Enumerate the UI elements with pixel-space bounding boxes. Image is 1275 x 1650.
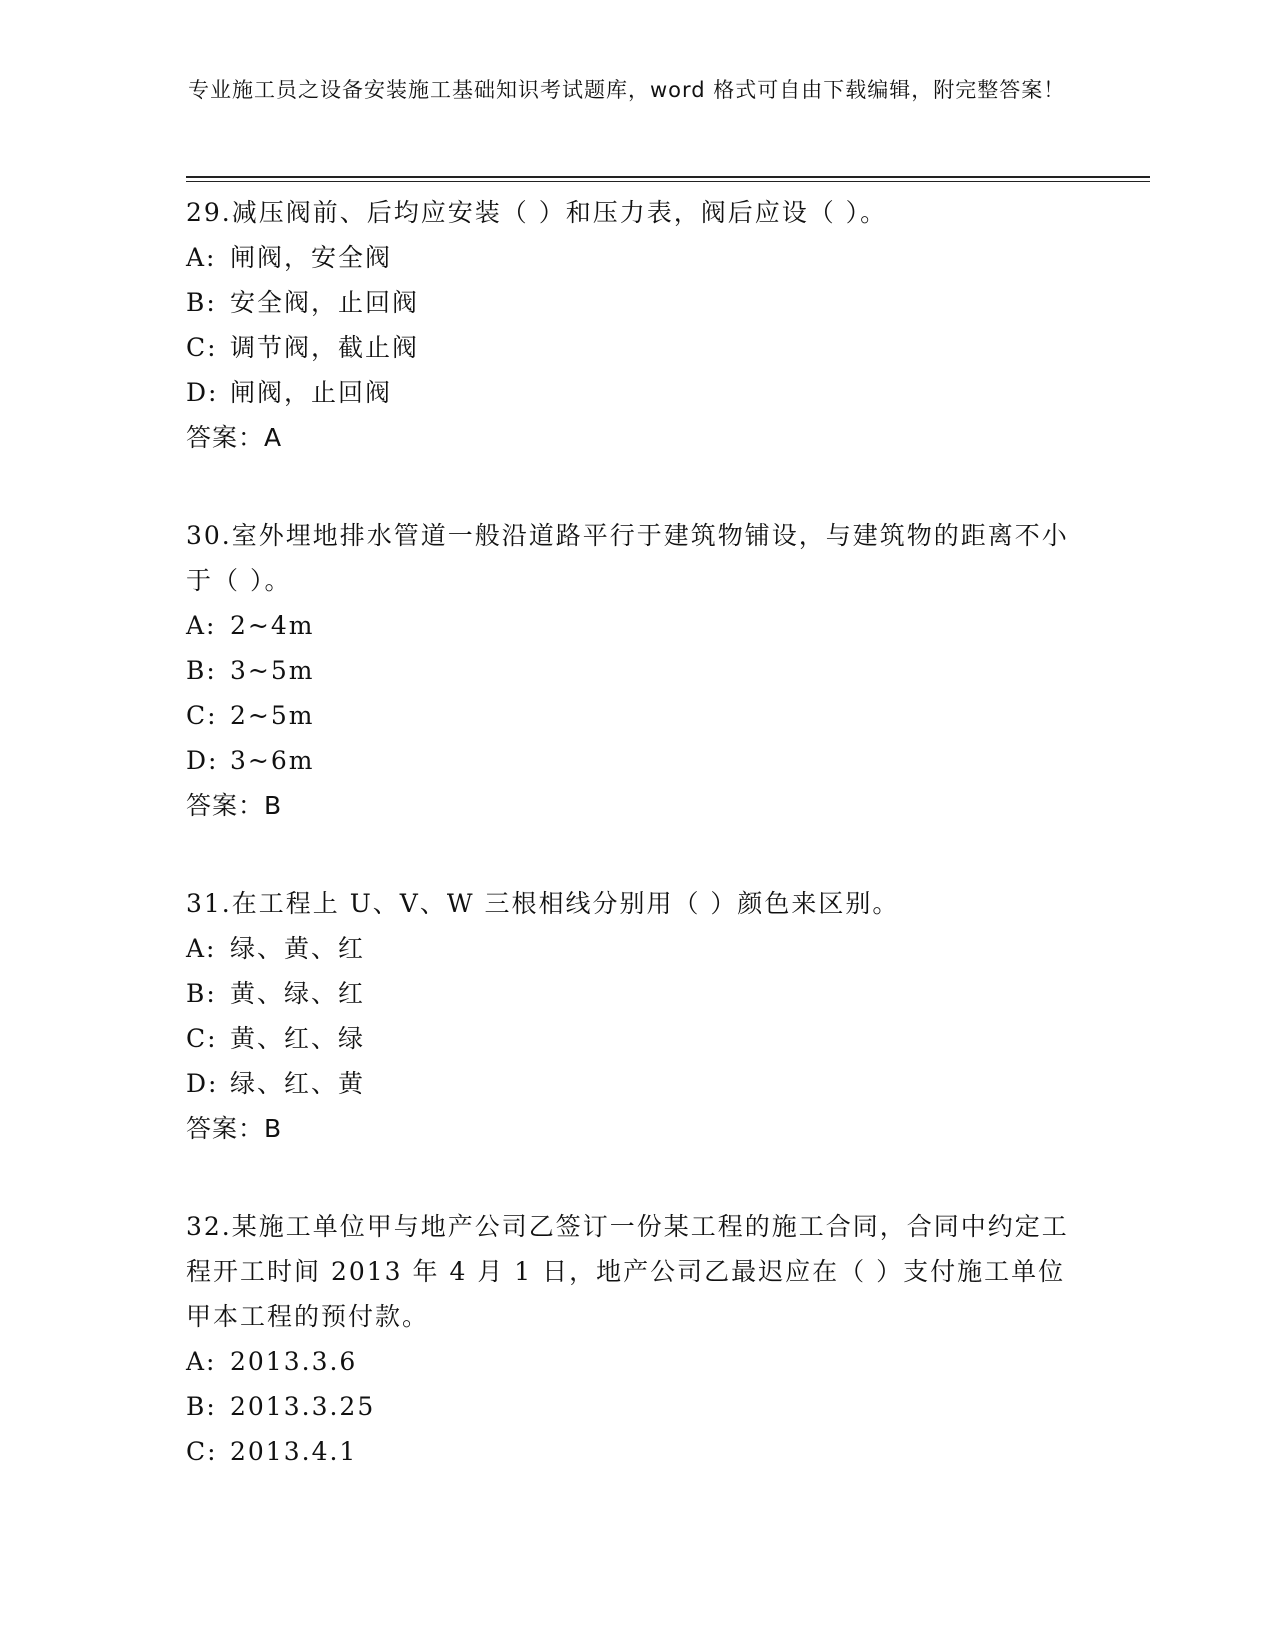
option-key: A: xyxy=(186,611,217,640)
option-c xyxy=(186,1429,1086,1474)
option-text: 2013.3.6 xyxy=(230,1347,358,1376)
option-b xyxy=(186,1384,1086,1429)
option-text: 调节阀，截止阀 xyxy=(230,333,420,362)
option-key: A: xyxy=(186,934,217,963)
option-key: D: xyxy=(186,1069,219,1098)
option-d xyxy=(186,1061,1086,1106)
option-key: D: xyxy=(186,378,219,407)
option-text: 闸阀，止回阀 xyxy=(230,378,393,407)
option-b xyxy=(186,648,1086,693)
option-key: C: xyxy=(186,1437,218,1466)
option-text: 2013.4.1 xyxy=(230,1437,358,1466)
option-text: 2~5m xyxy=(230,701,315,730)
option-d xyxy=(186,370,1086,415)
answer-line: 答案：B xyxy=(186,791,283,820)
question-29 xyxy=(186,190,1086,460)
option-text: 绿、红、黄 xyxy=(230,1069,366,1098)
option-text: 2~4m xyxy=(230,611,315,640)
question-32 xyxy=(186,1204,1086,1474)
option-text: 2013.3.25 xyxy=(230,1392,376,1421)
option-a xyxy=(186,926,1086,971)
answer-line: 答案：A xyxy=(186,423,283,452)
option-c xyxy=(186,1016,1086,1061)
option-text: 3~5m xyxy=(230,656,315,685)
answer-line: 答案：B xyxy=(186,1114,283,1143)
option-key: B: xyxy=(186,1392,217,1421)
option-d xyxy=(186,738,1086,783)
option-key: B: xyxy=(186,979,217,1008)
option-key: A: xyxy=(186,1347,217,1376)
document-header xyxy=(188,74,1068,107)
question-list xyxy=(186,190,1086,1527)
option-text: 闸阀，安全阀 xyxy=(230,243,393,272)
option-b xyxy=(186,280,1086,325)
option-text: 3~6m xyxy=(230,746,315,775)
option-a xyxy=(186,1339,1086,1384)
option-text: 安全阀，止回阀 xyxy=(230,288,420,317)
option-key: C: xyxy=(186,1024,218,1053)
option-text: 黄、红、绿 xyxy=(230,1024,366,1053)
option-b xyxy=(186,971,1086,1016)
question-31 xyxy=(186,881,1086,1151)
option-a xyxy=(186,235,1086,280)
question-text: 30.室外埋地排水管道一般沿道路平行于建筑物铺设，与建筑物的距离不小于（ ）。 xyxy=(186,521,1069,595)
option-key: D: xyxy=(186,746,219,775)
question-text: 32.某施工单位甲与地产公司乙签订一份某工程的施工合同，合同中约定工程开工时间 2013 年 4 月 1 日，地产公司乙最迟应在（ ）支付施工单位甲本工程的预付款。 xyxy=(186,1212,1069,1331)
option-c xyxy=(186,325,1086,370)
header-text: 专业施工员之设备安装施工基础知识考试题库，word 格式可自由下载编辑，附完整答案！ xyxy=(188,78,1066,102)
option-key: C: xyxy=(186,333,218,362)
option-c xyxy=(186,693,1086,738)
header-divider-thin xyxy=(186,181,1150,182)
option-text: 黄、绿、红 xyxy=(230,979,366,1008)
question-text: 31.在工程上 U、V、W 三根相线分别用（ ）颜色来区别。 xyxy=(186,889,900,918)
header-divider-thick xyxy=(186,176,1150,178)
question-text: 29.减压阀前、后均应安装（ ）和压力表，阀后应设（ ）。 xyxy=(186,198,888,227)
option-a xyxy=(186,603,1086,648)
option-key: C: xyxy=(186,701,218,730)
option-key: B: xyxy=(186,288,217,317)
question-30 xyxy=(186,513,1086,828)
option-key: B: xyxy=(186,656,217,685)
option-key: A: xyxy=(186,243,217,272)
option-text: 绿、黄、红 xyxy=(230,934,366,963)
